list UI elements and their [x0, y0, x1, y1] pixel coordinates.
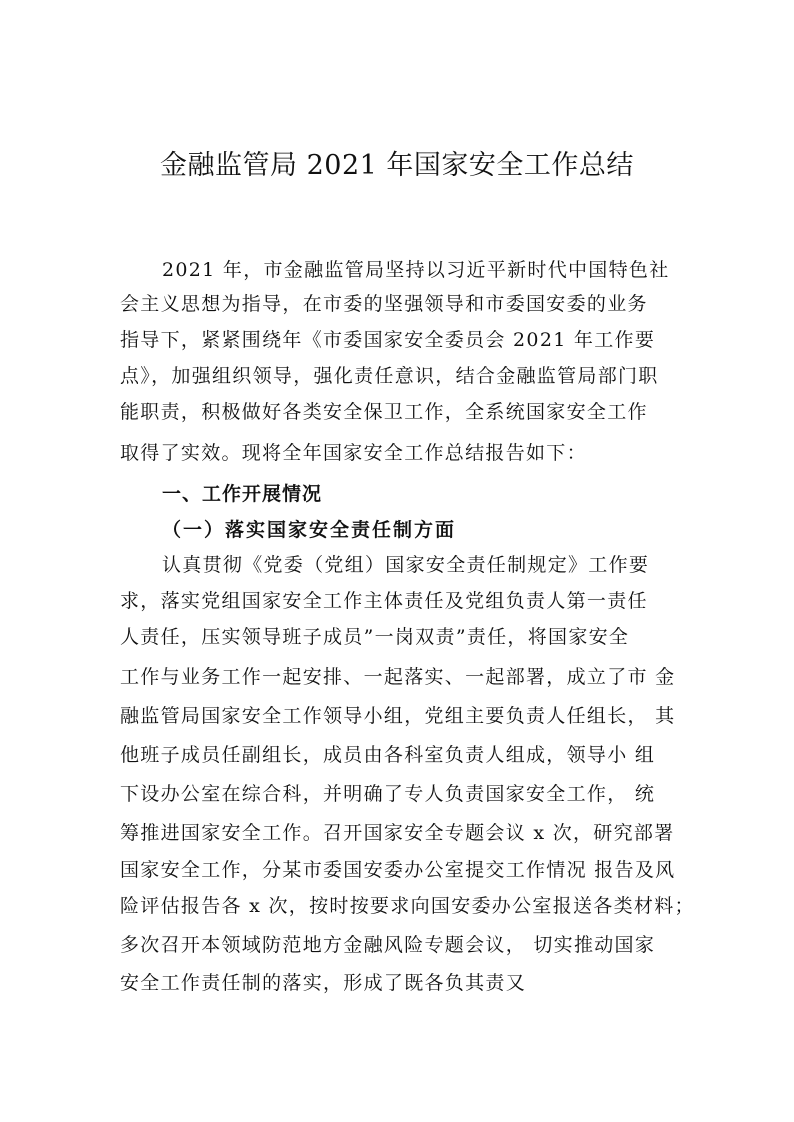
- body-line: 他班子成员任副组长，成员由各科室负责人组成，领导小 组: [120, 744, 656, 766]
- body-line: 多次召开本领域防范地方金融风险专题会议， 切实推动国家: [120, 934, 656, 956]
- body-line: 人责任，压实领导班子成员”一岗双责”责任，将国家安全: [120, 626, 630, 648]
- body-line: 险评估报告各 x 次，按时按要求向国安委办公室报送各类材料；: [120, 895, 695, 917]
- body-line: 求，落实党组国家安全工作主体责任及党组负责人第一责任: [120, 590, 648, 612]
- document-title: 金融监管局 2021 年国家安全工作总结: [160, 150, 634, 181]
- intro-line: 取得了实效。现将全年国家安全工作总结报告如下：: [120, 442, 587, 464]
- section-heading: 一、工作开展情况: [162, 483, 323, 505]
- body-line: 下设办公室在综合科，并明确了专人负责国家安全工作， 统: [120, 783, 656, 805]
- subsection-heading: （一）落实国家安全责任制方面: [162, 519, 457, 541]
- body-line: 工作与业务工作一起安排、一起落实、一起部署，成立了市 金: [120, 666, 676, 688]
- intro-line: 点》，加强组织领导，强化责任意识，结合金融监管局部门职: [120, 365, 659, 387]
- intro-line: 能职责，积极做好各类安全保卫工作，全系统国家安全工作: [120, 401, 648, 423]
- body-line: 认真贯彻《党委（党组）国家安全责任制规定》工作要: [162, 554, 650, 576]
- intro-line: 2021 年，市金融监管局坚持以习近平新时代中国特色社: [162, 259, 670, 281]
- intro-line: 会主义思想为指导，在市委的坚强领导和市委国安委的业务: [120, 293, 648, 315]
- body-line: 安全工作责任制的落实，形成了既各负其责又: [120, 972, 527, 994]
- body-line: 国家安全工作，分某市委国安委办公室提交工作情况 报告及风: [120, 859, 676, 881]
- body-line: 筹推进国家安全工作。召开国家安全专题会议 x 次，研究部署: [120, 822, 675, 844]
- intro-line: 指导下，紧紧围绕年《市委国家安全委员会 2021 年工作要: [120, 329, 656, 351]
- body-line: 融监管局国家安全工作领导小组，党组主要负责人任组长， 其: [120, 705, 676, 727]
